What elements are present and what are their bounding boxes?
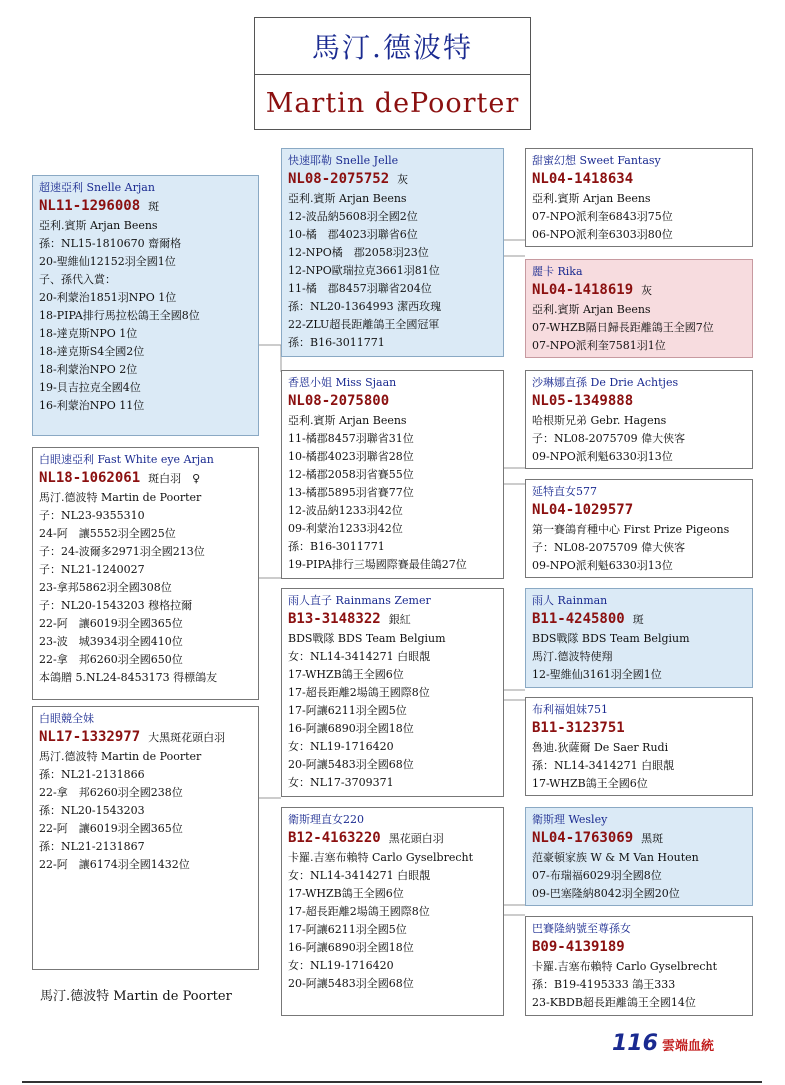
pigeon-name: 巴賽隆納號至尊孫女 (532, 922, 631, 935)
pedigree-line: 17-WHZB鴿王全國6位 (532, 777, 648, 790)
pigeon-color: 黑斑 (641, 832, 664, 845)
pedigree-line: 本鴿贈 5.NL24-8453173 得標鴿友 (39, 671, 218, 684)
sds-card (525, 370, 753, 469)
pedigree-line: 子：NL23-9355310 (39, 509, 145, 522)
pedigree-line: 卡羅.吉塞布賴特 Carlo Gyselbrecht (532, 960, 718, 973)
ssd-card (525, 259, 753, 358)
pedigree-line: 亞利.賓斯 Arjan Beens (532, 303, 651, 316)
pedigree-line: 孫：B19-4195333 鴿王333 (532, 978, 676, 991)
pedigree-line: 卡羅.吉塞布賴特 Carlo Gyselbrecht (288, 851, 474, 864)
pigeon-name: 超速亞利 Snelle Arjan (39, 181, 155, 194)
pigeon-name: 衛斯理 Wesley (532, 813, 608, 826)
pedigree-line: 17-超長距離2場鴿王國際8位 (288, 905, 430, 918)
ring-number: B09-4139189 (532, 939, 625, 955)
pedigree-line: 11-橘 郡8457羽聯省204位 (288, 282, 432, 295)
pedigree-line: 17-阿讓6211羽全國5位 (288, 704, 407, 717)
pedigree-lines (39, 217, 253, 415)
ring-number: NL08-2075800 (288, 393, 390, 409)
pedigree-line: 子：NL20-1543203 穆格拉爾 (39, 599, 193, 612)
pigeon-name: 布利福姐妹751 (532, 703, 608, 716)
pedigree-line: 孫：B16-3011771 (288, 336, 385, 349)
pedigree-line: 10-橘 郡4023羽聯省6位 (288, 228, 418, 241)
pedigree-line: 子、孫代入賞： (39, 273, 116, 286)
pedigree-lines (39, 748, 253, 874)
owner-name-en: Martin dePoorter (265, 87, 520, 119)
pedigree-line: 孫：NL20-1364993 潔西玫瑰 (288, 300, 442, 313)
pedigree-line: 22-阿 讓6019羽全國365位 (39, 822, 183, 835)
pedigree-line: 16-阿讓6890羽全國18位 (288, 941, 414, 954)
pigeon-color: 斑白羽 ♀ (148, 472, 201, 485)
logo-number: 116 (612, 1031, 658, 1056)
pedigree-line: 20-阿讓5483羽全國68位 (288, 977, 414, 990)
pedigree-line: 09-利蒙治1233羽42位 (288, 522, 403, 535)
dss-card (525, 588, 753, 688)
ring-number: NL04-1029577 (532, 502, 634, 518)
pedigree-line: 12-橘郡2058羽省賽55位 (288, 468, 414, 481)
pedigree-line: 18-利蒙治NPO 2位 (39, 363, 138, 376)
pedigree-line: 18-達克斯NPO 1位 (39, 327, 138, 340)
pedigree-line: 女：NL14-3414271 白眼靚 (288, 869, 431, 882)
pedigree-lines (532, 630, 747, 684)
pedigree-line: 孫：NL14-3414271 白眼靚 (532, 759, 675, 772)
pedigree-line: 馬汀.德波特 Martin de Poorter (39, 491, 202, 504)
pigeon-color: 大黑斑花頭白羽 (148, 731, 226, 744)
pedigree-line: 女：NL19-1716420 (288, 740, 394, 753)
footer-owner: 馬汀.德波特 Martin de Poorter (40, 989, 232, 1004)
ring-number: B11-4245800 (532, 611, 625, 627)
sss-card (525, 148, 753, 247)
pedigree-line: 20-利蒙治1851羽NPO 1位 (39, 291, 177, 304)
pedigree-line: 07-NPO派利奎6843羽75位 (532, 210, 673, 223)
dsd-card (525, 697, 753, 796)
pigeon-name: 衛斯理直女220 (288, 813, 364, 826)
pigeon-color: 斑 (632, 613, 644, 626)
pedigree-line: 亞利.賓斯 Arjan Beens (288, 414, 407, 427)
pedigree-lines (532, 958, 747, 1012)
ring-number: B11-3123751 (532, 720, 625, 736)
pedigree-line: 馬汀.德波特 Martin de Poorter (39, 750, 202, 763)
pedigree-line: 范豪頓家族 W & M Van Houten (532, 851, 699, 864)
ring-number: NL04-1418634 (532, 171, 634, 187)
pedigree-line: 22-阿 讓6019羽全國365位 (39, 617, 183, 630)
pedigree-line: BDS戰隊 BDS Team Belgium (532, 632, 690, 645)
pedigree-line: 22-拿 邦6260羽全國238位 (39, 786, 183, 799)
pedigree-line: 17-阿讓6211羽全國5位 (288, 923, 407, 936)
pedigree-line: 魯迪.狄薩爾 De Saer Rudi (532, 741, 669, 754)
pigeon-name: 延特直女577 (532, 485, 597, 498)
pedigree-line: 16-阿讓6890羽全國18位 (288, 722, 414, 735)
pedigree-lines (532, 412, 747, 466)
pigeon-color: 灰 (397, 173, 409, 186)
pedigree-line: 09-巴塞隆納8042羽全國20位 (532, 887, 680, 900)
pedigree-line: 18-PIPA排行馬拉松鴿王全國8位 (39, 309, 200, 322)
pedigree-line: 亞利.賓斯 Arjan Beens (532, 192, 651, 205)
pedigree-line: 馬汀.德波特使翔 (532, 650, 613, 663)
pigeon-name: 雨人 Rainman (532, 594, 608, 607)
pedigree-line: 07-WHZB隔日歸長距離鴿王全國7位 (532, 321, 714, 334)
pedigree-line: 07-布瑞福6029羽全國8位 (532, 869, 662, 882)
dam-dam-card (281, 807, 504, 1016)
logo-text: 雲端血統 (661, 1039, 714, 1054)
pedigree-line: 女：NL14-3414271 白眼靚 (288, 650, 431, 663)
pedigree-line: 19-PIPA排行三場國際賽最佳鴿27位 (288, 558, 467, 571)
owner-name-zh: 馬汀.德波特 (255, 18, 530, 75)
pedigree-line: 17-WHZB鴿王全國6位 (288, 668, 404, 681)
pigeon-color: 銀紅 (388, 613, 411, 626)
pigeon-name: 香恩小姐 Miss Sjaan (288, 376, 397, 389)
bottom-divider (22, 1081, 762, 1083)
ring-number: B13-3148322 (288, 611, 381, 627)
pedigree-line: 子：NL08-2075709 偉大俠客 (532, 432, 686, 445)
pedigree-line: 19-貝吉拉克全國4位 (39, 381, 141, 394)
pigeon-name: 白眼競全妹 (39, 712, 94, 725)
pedigree-lines (288, 849, 498, 993)
pedigree-line: 子：NL08-2075709 偉大俠客 (532, 541, 686, 554)
pedigree-lines (532, 739, 747, 793)
ring-number: NL17-1332977 (39, 729, 141, 745)
dam-sire-card (281, 588, 504, 797)
pedigree-line: 13-橘郡5895羽省賽77位 (288, 486, 414, 499)
pedigree-line: 女：NL17-3709371 (288, 776, 394, 789)
pedigree-line: 24-阿 讓5552羽全國25位 (39, 527, 176, 540)
pedigree-header (254, 17, 531, 130)
pedigree-line: 孫：B16-3011771 (288, 540, 385, 553)
pigeon-name: 沙琳娜直孫 De Drie Achtjes (532, 376, 679, 389)
pedigree-line: 17-WHZB鴿王全國6位 (288, 887, 404, 900)
pedigree-line: 17-超長距離2場鴿王國際8位 (288, 686, 430, 699)
pedigree-line: 09-NPO派利魁6330羽13位 (532, 559, 673, 572)
dam-card (32, 447, 259, 700)
sire-dam-card (281, 370, 504, 579)
pedigree-line: 20-聖維仙12152羽全國1位 (39, 255, 176, 268)
pedigree-line: 18-達克斯S4全國2位 (39, 345, 145, 358)
ring-number: NL04-1418619 (532, 282, 634, 298)
pedigree-lines (288, 412, 498, 574)
pedigree-line: 12-聖維仙3161羽全國1位 (532, 668, 662, 681)
pedigree-line: 16-利蒙治NPO 11位 (39, 399, 145, 412)
ring-number: NL11-1296008 (39, 198, 141, 214)
brand-logo (612, 1031, 714, 1056)
ring-number: NL05-1349888 (532, 393, 634, 409)
sire-sire-card (281, 148, 504, 357)
ring-number: NL18-1062061 (39, 470, 141, 486)
dam-sister-card (32, 706, 259, 970)
pigeon-name: 白眼速亞利 Fast White eye Arjan (39, 453, 214, 466)
ring-number: NL04-1763069 (532, 830, 634, 846)
pedigree-line: 11-橘郡8457羽聯省31位 (288, 432, 414, 445)
pedigree-line: 10-橘郡4023羽聯省28位 (288, 450, 414, 463)
pedigree-line: 子：24-波爾多2971羽全國213位 (39, 545, 205, 558)
dds-card (525, 807, 753, 906)
pedigree-line: 12-NPO橘 郡2058羽23位 (288, 246, 429, 259)
pedigree-line: 12-NPO歐瑞拉克3661羽81位 (288, 264, 440, 277)
pedigree-lines (39, 489, 253, 687)
pedigree-line: 孫：NL21-2131866 (39, 768, 145, 781)
pigeon-color: 灰 (641, 284, 653, 297)
pedigree-lines (288, 630, 498, 792)
pedigree-line: 12-波品納5608羽全國2位 (288, 210, 418, 223)
pedigree-line: 23-波 城3934羽全國410位 (39, 635, 183, 648)
pedigree-line: 20-阿讓5483羽全國68位 (288, 758, 414, 771)
pedigree-line: 22-ZLU超長距離鴿王全國冠軍 (288, 318, 440, 331)
pigeon-color: 斑 (148, 200, 160, 213)
pedigree-line: 孫：NL21-2131867 (39, 840, 145, 853)
pedigree-line: 哈根斯兄弟 Gebr. Hagens (532, 414, 667, 427)
pigeon-name: 雨人直子 Rainmans Zemer (288, 594, 431, 607)
pedigree-line: 第一賽鴿育種中心 First Prize Pigeons (532, 523, 730, 536)
pedigree-line: 亞利.賓斯 Arjan Beens (288, 192, 407, 205)
pigeon-name: 甜蜜幻想 Sweet Fantasy (532, 154, 661, 167)
sdd-card (525, 479, 753, 578)
pedigree-line: 22-阿 讓6174羽全國1432位 (39, 858, 190, 871)
pedigree-lines (532, 849, 747, 903)
pedigree-line: 女：NL19-1716420 (288, 959, 394, 972)
pedigree-line: 子：NL21-1240027 (39, 563, 145, 576)
pedigree-line: 09-NPO派利魁6330羽13位 (532, 450, 673, 463)
pigeon-color: 黑花頭白羽 (388, 832, 444, 845)
ring-number: B12-4163220 (288, 830, 381, 846)
pedigree-lines (532, 301, 747, 355)
pedigree-lines (532, 190, 747, 244)
sire-card (32, 175, 259, 436)
pedigree-line: 06-NPO派利奎6303羽80位 (532, 228, 673, 241)
ddd-card (525, 916, 753, 1016)
pigeon-name: 快速耶勒 Snelle Jelle (288, 154, 399, 167)
pedigree-line: 22-拿 邦6260羽全國650位 (39, 653, 183, 666)
pedigree-line: 孫：NL20-1543203 (39, 804, 145, 817)
pigeon-name: 麗卡 Rika (532, 265, 583, 278)
pedigree-line: 12-波品納1233羽42位 (288, 504, 403, 517)
pedigree-lines (288, 190, 498, 352)
pedigree-line: 孫：NL15-1810670 齋爾格 (39, 237, 182, 250)
pedigree-line: 23-KBDB超長距離鴿王全國14位 (532, 996, 696, 1009)
pedigree-line: BDS戰隊 BDS Team Belgium (288, 632, 446, 645)
pedigree-line: 23-拿邦5862羽全國308位 (39, 581, 172, 594)
pedigree-line: 亞利.賓斯 Arjan Beens (39, 219, 158, 232)
pedigree-line: 07-NPO派利奎7581羽1位 (532, 339, 666, 352)
ring-number: NL08-2075752 (288, 171, 390, 187)
pedigree-lines (532, 521, 747, 575)
